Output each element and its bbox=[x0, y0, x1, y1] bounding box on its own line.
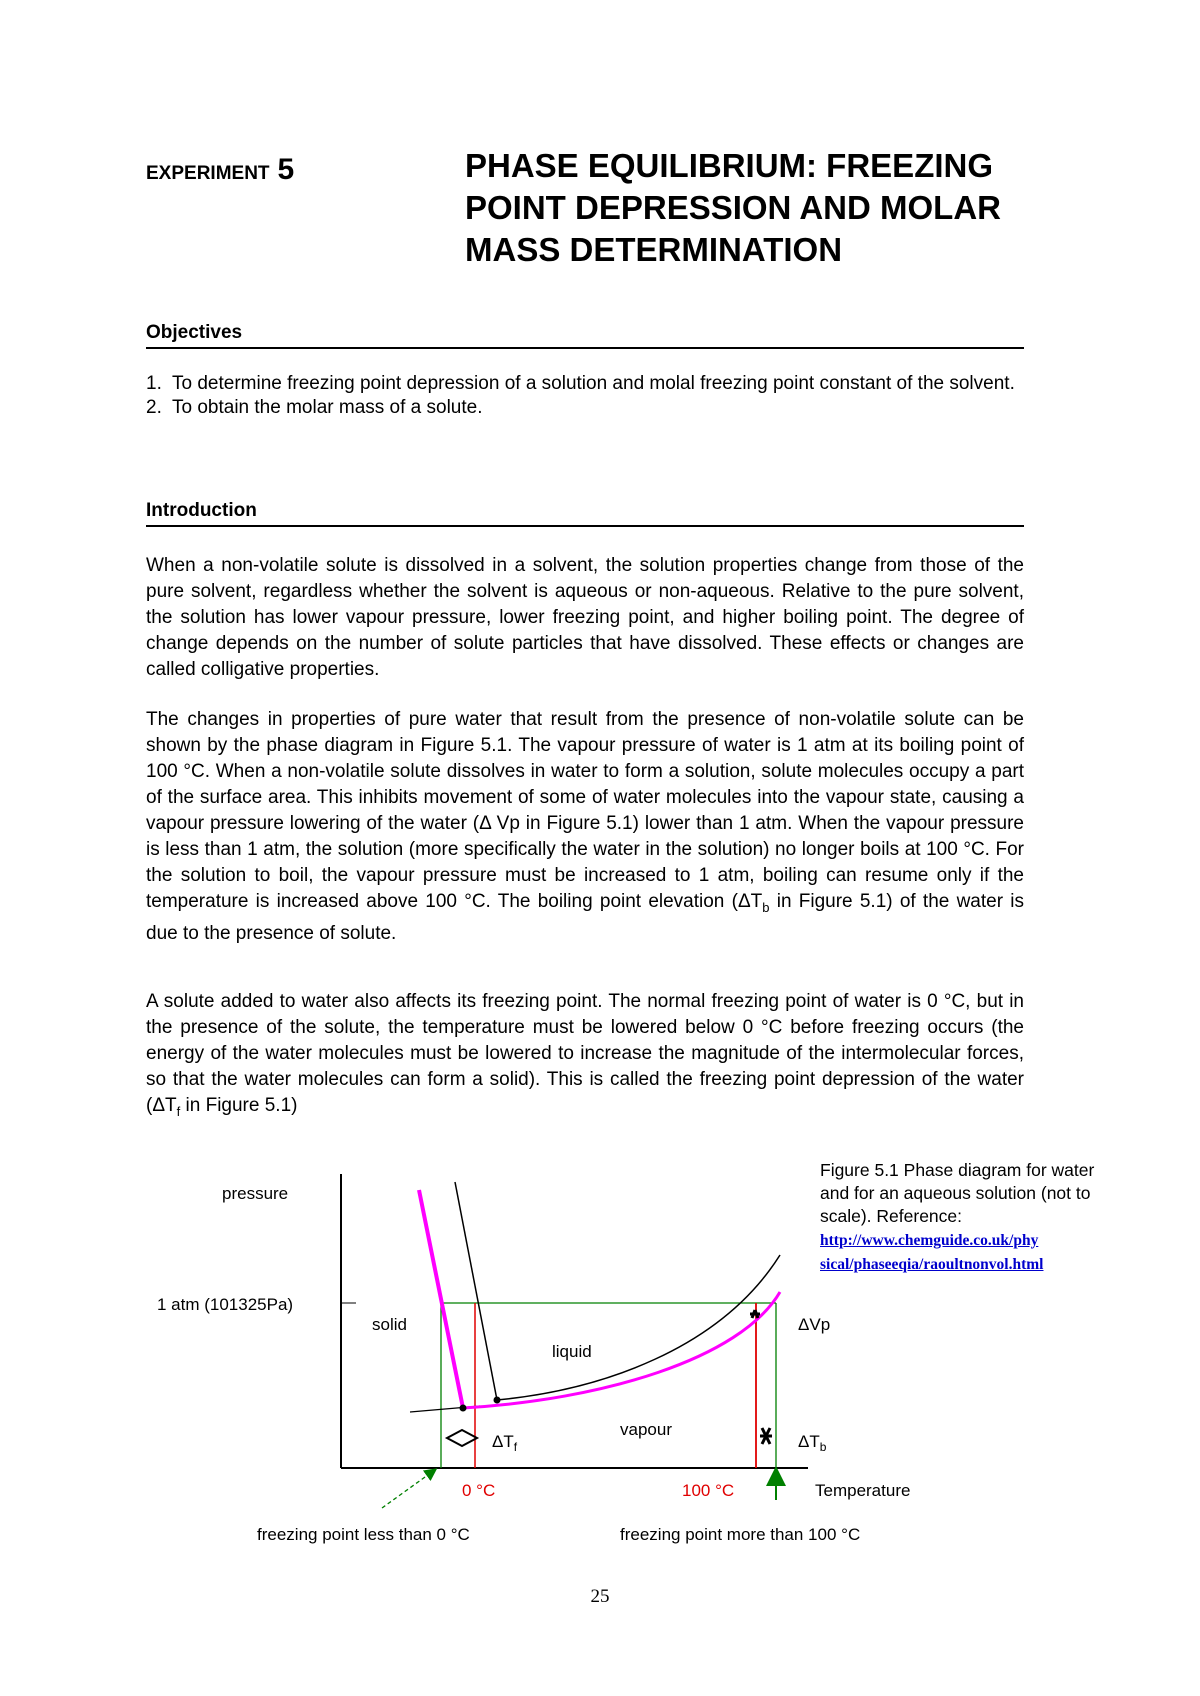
intro-paragraph-3: A solute added to water also affects its freezing point. The normal freezing point of water is 0 °C, but in the presence of the solute, the temperature must be lowered below 0 °C before freezing occurs (the energy of the water molecules must be lowered to increase the magnitude of the intermolecular forces, so that the water molecules can form a solid). This is called the freezing point depression of the water ($\Delta T_f$ in Figure 5.1) bbox=[146, 991, 1024, 1119]
pure-melting-curve bbox=[455, 1182, 497, 1400]
atm-label: 1 atm (101325Pa) bbox=[157, 1295, 294, 1314]
left-arrow-icon bbox=[382, 1472, 432, 1508]
pure-triple-point bbox=[494, 1397, 501, 1404]
delta-tb-arrow-icon bbox=[760, 1428, 772, 1444]
region-vapour: vapour bbox=[620, 1420, 672, 1439]
reference-link[interactable]: http://www.chemguide.co.uk/phy sical/phaseeqia/raoultnonvol.html bbox=[820, 1232, 1044, 1273]
x-axis-label: Temperature bbox=[815, 1481, 911, 1500]
delta-tf-label: $\Delta T_f$ bbox=[492, 1432, 518, 1454]
list-item: 1. To determine freezing point depression of a solution and molal freezing point constant of the solvent. bbox=[146, 373, 1015, 394]
page-title: PHASE EQUILIBRIUM: FREEZING POINT DEPRESSION AND MOLAR MASS DETERMINATION bbox=[465, 147, 1001, 268]
experiment-number: 5 bbox=[277, 153, 295, 186]
boiling-note: freezing point more than 100 °C bbox=[620, 1525, 861, 1544]
y-axis-label: pressure bbox=[222, 1184, 289, 1203]
intro-paragraph-2: The changes in properties of pure water that result from the presence of non-volatile solute can be shown by the phase diagram in Figure 5.1. The vapour pressure of water is 1 atm at its boiling point of 100 °C. When a non-volatile solute dissolves in water to form a solution, solute molecules occupy a part of the surface area. This inhibits movement of some of water molecules into the vapour state, causing a vapour pressure lowering of the water (Δ Vp in Figure 5.1) lower than 1 atm. When the vapour pressure is less than 1 atm, the solution (more specifically the water in the solution) no longer boils at 100 °C. For the solution to boil, the vapour pressure must be increased to 1 atm, boiling can resume only if the temperature is increased above 100 °C. The boiling point elevation ($\Delta T_b$ in Figure 5.1) of the water is due to the presence of solute. bbox=[146, 709, 1025, 944]
hundred-celsius-label: 100 °C bbox=[682, 1481, 735, 1500]
objectives-heading: Objectives bbox=[146, 322, 1024, 349]
delta-tf-arrow-icon bbox=[447, 1430, 477, 1446]
page-number: 25 bbox=[590, 1586, 610, 1607]
freezing-note: freezing point less than 0 °C bbox=[257, 1525, 470, 1544]
objectives-list bbox=[146, 372, 1024, 420]
intro-paragraph-1: When a non-volatile solute is dissolved in a solvent, the solution properties change from those of the pure solvent, regardless whether the solvent is aqueous or non-aqueous. Relative to the pure solvent, the solution has lower vapour pressure, lower freezing point, and higher boiling point. The degree of change depends on the number of solute particles that have dissolved. These effects or changes are called colligative properties. bbox=[146, 555, 1024, 680]
solution-triple-point bbox=[460, 1405, 467, 1412]
delta-vp-arrow-icon bbox=[750, 1310, 760, 1318]
experiment-label: EXPERIMENT 5 bbox=[146, 153, 295, 186]
region-solid: solid bbox=[372, 1315, 407, 1334]
list-item: 2. To obtain the molar mass of a solute. bbox=[146, 397, 483, 418]
figure-caption: Figure 5.1 Phase diagram for water and for an aqueous solution (not to scale). Reference: http://www.chemguide.co.uk/phy sical/phaseeqia/raoultnonvol.html bbox=[820, 1160, 1095, 1273]
introduction-heading: Introduction bbox=[146, 500, 1024, 527]
zero-celsius-label: 0 °C bbox=[462, 1481, 496, 1500]
delta-vp-label: ΔVp bbox=[798, 1315, 831, 1334]
delta-tb-label: $\Delta T_b$ bbox=[798, 1432, 827, 1454]
region-liquid: liquid bbox=[552, 1342, 592, 1361]
